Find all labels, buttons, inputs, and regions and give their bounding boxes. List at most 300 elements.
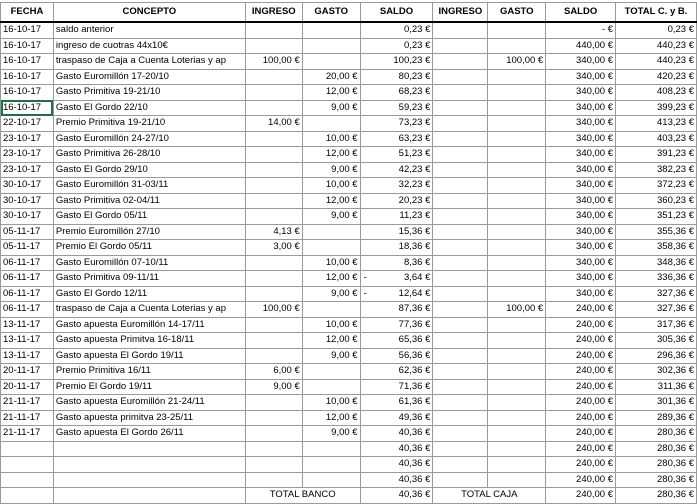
- cell-gasto-banco[interactable]: 9,00 €: [302, 100, 360, 116]
- cell-saldo-caja[interactable]: 240,00 €: [546, 317, 616, 333]
- cell-ingreso-caja[interactable]: [433, 333, 488, 349]
- cell-concepto[interactable]: Gasto Euromillón 07-10/11: [53, 255, 245, 271]
- cell-fecha[interactable]: 13-11-17: [1, 317, 54, 333]
- cell-ingreso-banco[interactable]: [245, 38, 302, 54]
- cell-concepto[interactable]: Premio Primitiva 19-21/10: [53, 116, 245, 132]
- cell-ingreso-banco[interactable]: [245, 22, 302, 38]
- cell-concepto[interactable]: Gasto apuesta El Gordo 26/11: [53, 426, 245, 442]
- cell-saldo-banco[interactable]: 71,36 €: [360, 379, 433, 395]
- cell-saldo-caja[interactable]: 340,00 €: [546, 209, 616, 225]
- cell-saldo-caja[interactable]: 340,00 €: [546, 255, 616, 271]
- cell-ingreso-banco[interactable]: [245, 395, 302, 411]
- cell-total[interactable]: 420,23 €: [616, 69, 697, 85]
- cell-ingreso-banco[interactable]: [245, 426, 302, 442]
- header-ingreso-caja[interactable]: INGRESO: [433, 3, 488, 23]
- cell-fecha[interactable]: 06-11-17: [1, 255, 54, 271]
- cell-total[interactable]: 351,23 €: [616, 209, 697, 225]
- cell-ingreso-caja[interactable]: [433, 364, 488, 380]
- cell-gasto-banco[interactable]: 9,00 €: [302, 209, 360, 225]
- total-banco-value[interactable]: 40,36 €: [360, 488, 433, 504]
- cell-total[interactable]: 336,36 €: [616, 271, 697, 287]
- cell-saldo-banco[interactable]: 42,23 €: [360, 162, 433, 178]
- cell-concepto[interactable]: Premio El Gordo 19/11: [53, 379, 245, 395]
- cell-saldo-banco[interactable]: 18,36 €: [360, 240, 433, 256]
- cell-total[interactable]: 355,36 €: [616, 224, 697, 240]
- cell-total[interactable]: 348,36 €: [616, 255, 697, 271]
- cell-fecha[interactable]: 20-11-17: [1, 364, 54, 380]
- cell-ingreso-banco[interactable]: [245, 147, 302, 163]
- cell-gasto-banco[interactable]: 12,00 €: [302, 193, 360, 209]
- cell-saldo-banco[interactable]: [360, 286, 433, 302]
- cell-concepto[interactable]: Premio Primitiva 16/11: [53, 364, 245, 380]
- cell-fecha[interactable]: 05-11-17: [1, 224, 54, 240]
- cell-fecha[interactable]: 21-11-17: [1, 426, 54, 442]
- cell-total[interactable]: 280,36 €: [616, 441, 697, 457]
- cell-fecha[interactable]: 06-11-17: [1, 302, 54, 318]
- cell-saldo-caja[interactable]: 240,00 €: [546, 364, 616, 380]
- table-row: [1, 426, 697, 442]
- header-saldo-banco[interactable]: SALDO: [360, 3, 433, 23]
- cell-fecha[interactable]: 16-10-17: [1, 38, 54, 54]
- cell-total[interactable]: 399,23 €: [616, 100, 697, 116]
- cell-concepto[interactable]: [53, 441, 245, 457]
- cell-fecha[interactable]: 20-11-17: [1, 379, 54, 395]
- cell-gasto-caja[interactable]: [488, 410, 546, 426]
- cell-gasto-banco[interactable]: 10,00 €: [302, 131, 360, 147]
- cell-gasto-caja[interactable]: [488, 240, 546, 256]
- cell-saldo-banco[interactable]: 8,36 €: [360, 255, 433, 271]
- table-row: [1, 100, 697, 116]
- cell-saldo-caja[interactable]: 340,00 €: [546, 100, 616, 116]
- total-general-value[interactable]: 280,36 €: [616, 488, 697, 504]
- cell-concepto[interactable]: Gasto El Gordo 12/11: [53, 286, 245, 302]
- cell-concepto[interactable]: Gasto El Gordo 22/10: [53, 100, 245, 116]
- cell-gasto-caja[interactable]: [488, 22, 546, 38]
- cell-saldo-banco[interactable]: 20,23 €: [360, 193, 433, 209]
- cell-saldo-banco[interactable]: 40,36 €: [360, 472, 433, 488]
- cell-saldo-banco[interactable]: 0,23 €: [360, 38, 433, 54]
- cell-fecha[interactable]: [1, 457, 54, 473]
- cell-gasto-banco[interactable]: 12,00 €: [302, 85, 360, 101]
- cell-ingreso-banco[interactable]: [245, 209, 302, 225]
- cell-gasto-caja[interactable]: [488, 100, 546, 116]
- cell-concepto[interactable]: Premio El Gordo 05/11: [53, 240, 245, 256]
- cell-total[interactable]: 382,23 €: [616, 162, 697, 178]
- cell-gasto-caja[interactable]: [488, 85, 546, 101]
- cell-concepto[interactable]: traspaso de Caja a Cuenta Loterias y ap: [53, 302, 245, 318]
- cell-saldo-caja[interactable]: 340,00 €: [546, 131, 616, 147]
- cell-total[interactable]: 311,36 €: [616, 379, 697, 395]
- cell-fecha[interactable]: 23-10-17: [1, 147, 54, 163]
- cell-saldo-caja[interactable]: 340,00 €: [546, 162, 616, 178]
- cell-total[interactable]: 360,23 €: [616, 193, 697, 209]
- cell-ingreso-caja[interactable]: [433, 379, 488, 395]
- cell-empty[interactable]: [1, 488, 54, 504]
- cell-gasto-caja[interactable]: [488, 131, 546, 147]
- cell-concepto[interactable]: Gasto Primitiva 09-11/11: [53, 271, 245, 287]
- cell-saldo-banco[interactable]: 87,36 €: [360, 302, 433, 318]
- cell-saldo-banco[interactable]: 49,36 €: [360, 410, 433, 426]
- cell-fecha[interactable]: 16-10-17: [1, 22, 54, 38]
- cell-gasto-banco[interactable]: 9,00 €: [302, 348, 360, 364]
- cell-total[interactable]: 440,23 €: [616, 54, 697, 70]
- cell-total[interactable]: 305,36 €: [616, 333, 697, 349]
- cell-total[interactable]: 301,36 €: [616, 395, 697, 411]
- cell-concepto[interactable]: [53, 472, 245, 488]
- cell-concepto[interactable]: Gasto Euromillón 31-03/11: [53, 178, 245, 194]
- header-total[interactable]: TOTAL C. y B.: [616, 3, 697, 23]
- cell-saldo-caja[interactable]: 340,00 €: [546, 69, 616, 85]
- cell-saldo-caja[interactable]: 240,00 €: [546, 333, 616, 349]
- cell-gasto-caja[interactable]: 100,00 €: [488, 54, 546, 70]
- cell-saldo-banco[interactable]: 11,23 €: [360, 209, 433, 225]
- cell-ingreso-caja[interactable]: [433, 131, 488, 147]
- cell-total[interactable]: 408,23 €: [616, 85, 697, 101]
- cell-saldo-caja[interactable]: - €: [546, 22, 616, 38]
- cell-ingreso-banco[interactable]: [245, 457, 302, 473]
- header-concepto[interactable]: CONCEPTO: [53, 3, 245, 23]
- cell-ingreso-caja[interactable]: [433, 271, 488, 287]
- table-row: [1, 38, 697, 54]
- cell-ingreso-banco[interactable]: [245, 69, 302, 85]
- cell-ingreso-caja[interactable]: [433, 100, 488, 116]
- cell-fecha[interactable]: 30-10-17: [1, 178, 54, 194]
- cell-total[interactable]: 413,23 €: [616, 116, 697, 132]
- cell-gasto-caja[interactable]: [488, 38, 546, 54]
- cell-ingreso-caja[interactable]: [433, 426, 488, 442]
- cell-concepto[interactable]: Gasto Euromillón 24-27/10: [53, 131, 245, 147]
- cell-saldo-banco[interactable]: 59,23 €: [360, 100, 433, 116]
- cell-concepto[interactable]: Gasto apuesta Primitva 16-18/11: [53, 333, 245, 349]
- total-caja-label[interactable]: TOTAL CAJA: [433, 488, 546, 504]
- cell-gasto-banco[interactable]: 9,00 €: [302, 162, 360, 178]
- cell-ingreso-caja[interactable]: [433, 193, 488, 209]
- cell-gasto-caja[interactable]: [488, 178, 546, 194]
- cell-gasto-caja[interactable]: [488, 472, 546, 488]
- cell-gasto-banco[interactable]: 10,00 €: [302, 178, 360, 194]
- cell-ingreso-banco[interactable]: [245, 348, 302, 364]
- total-caja-value[interactable]: 240,00 €: [546, 488, 616, 504]
- cell-ingreso-caja[interactable]: [433, 224, 488, 240]
- cell-gasto-caja[interactable]: [488, 224, 546, 240]
- cell-total[interactable]: 403,23 €: [616, 131, 697, 147]
- cell-ingreso-caja[interactable]: [433, 22, 488, 38]
- cell-gasto-banco[interactable]: [302, 22, 360, 38]
- cell-ingreso-caja[interactable]: [433, 472, 488, 488]
- cell-gasto-caja[interactable]: [488, 333, 546, 349]
- cell-concepto[interactable]: ingreso de cuotras 44x10€: [53, 38, 245, 54]
- cell-ingreso-banco[interactable]: [245, 162, 302, 178]
- cell-total[interactable]: 391,23 €: [616, 147, 697, 163]
- cell-saldo-caja[interactable]: 340,00 €: [546, 271, 616, 287]
- cell-ingreso-caja[interactable]: [433, 69, 488, 85]
- cell-saldo-caja[interactable]: 240,00 €: [546, 441, 616, 457]
- cell-gasto-caja[interactable]: [488, 395, 546, 411]
- cell-total[interactable]: 280,36 €: [616, 457, 697, 473]
- cell-fecha[interactable]: 23-10-17: [1, 162, 54, 178]
- cell-fecha[interactable]: 30-10-17: [1, 193, 54, 209]
- header-gasto-banco[interactable]: GASTO: [302, 3, 360, 23]
- cell-saldo-banco[interactable]: 62,36 €: [360, 364, 433, 380]
- cell-saldo-caja[interactable]: 240,00 €: [546, 472, 616, 488]
- cell-fecha[interactable]: 13-11-17: [1, 333, 54, 349]
- cell-gasto-banco[interactable]: [302, 457, 360, 473]
- cell-saldo-banco[interactable]: 63,23 €: [360, 131, 433, 147]
- cell-fecha[interactable]: 16-10-17: [1, 54, 54, 70]
- cell-ingreso-banco[interactable]: 4,13 €: [245, 224, 302, 240]
- cell-gasto-caja[interactable]: [488, 209, 546, 225]
- cell-fecha[interactable]: [1, 472, 54, 488]
- table-row: [1, 348, 697, 364]
- cell-ingreso-caja[interactable]: [433, 395, 488, 411]
- cell-gasto-caja[interactable]: [488, 162, 546, 178]
- cell-ingreso-caja[interactable]: [433, 162, 488, 178]
- cell-fecha[interactable]: 06-11-17: [1, 286, 54, 302]
- cell-saldo-caja[interactable]: 340,00 €: [546, 193, 616, 209]
- cell-concepto[interactable]: Gasto El Gordo 05/11: [53, 209, 245, 225]
- cell-gasto-caja[interactable]: [488, 147, 546, 163]
- cell-ingreso-banco[interactable]: 3,00 €: [245, 240, 302, 256]
- cell-gasto-caja[interactable]: [488, 69, 546, 85]
- table-row: [1, 364, 697, 380]
- cell-ingreso-banco[interactable]: [245, 193, 302, 209]
- cell-ingreso-banco[interactable]: [245, 85, 302, 101]
- cell-saldo-caja[interactable]: 440,00 €: [546, 38, 616, 54]
- spreadsheet: [0, 2, 697, 504]
- cell-ingreso-banco[interactable]: [245, 317, 302, 333]
- cell-gasto-caja[interactable]: [488, 193, 546, 209]
- cell-saldo-caja[interactable]: 340,00 €: [546, 116, 616, 132]
- header-saldo-caja[interactable]: SALDO: [546, 3, 616, 23]
- cell-fecha[interactable]: 05-11-17: [1, 240, 54, 256]
- cell-gasto-banco[interactable]: 12,00 €: [302, 410, 360, 426]
- cell-saldo-caja[interactable]: 240,00 €: [546, 426, 616, 442]
- cell-saldo-caja[interactable]: 340,00 €: [546, 240, 616, 256]
- cell-total[interactable]: 372,23 €: [616, 178, 697, 194]
- cell-saldo-caja[interactable]: 240,00 €: [546, 302, 616, 318]
- cell-total[interactable]: 289,36 €: [616, 410, 697, 426]
- table-row: [1, 240, 697, 256]
- cell-gasto-caja[interactable]: [488, 116, 546, 132]
- cell-saldo-caja[interactable]: 340,00 €: [546, 178, 616, 194]
- cell-saldo-banco[interactable]: 68,23 €: [360, 85, 433, 101]
- cell-concepto[interactable]: [53, 457, 245, 473]
- cell-ingreso-banco[interactable]: [245, 178, 302, 194]
- cell-gasto-caja[interactable]: 100,00 €: [488, 302, 546, 318]
- cell-saldo-caja[interactable]: 240,00 €: [546, 410, 616, 426]
- table-row: [1, 85, 697, 101]
- cell-ingreso-banco[interactable]: [245, 286, 302, 302]
- cell-gasto-banco[interactable]: [302, 379, 360, 395]
- table-row: [1, 302, 697, 318]
- cell-ingreso-banco[interactable]: [245, 100, 302, 116]
- cell-saldo-banco[interactable]: 61,36 €: [360, 395, 433, 411]
- cell-gasto-banco[interactable]: 12,00 €: [302, 147, 360, 163]
- cell-ingreso-caja[interactable]: [433, 255, 488, 271]
- cell-saldo-banco[interactable]: 80,23 €: [360, 69, 433, 85]
- cell-ingreso-caja[interactable]: [433, 348, 488, 364]
- cell-saldo-banco[interactable]: [360, 271, 433, 287]
- cell-gasto-banco[interactable]: [302, 364, 360, 380]
- cell-saldo-caja[interactable]: 340,00 €: [546, 147, 616, 163]
- cell-total[interactable]: 302,36 €: [616, 364, 697, 380]
- total-banco-label[interactable]: TOTAL BANCO: [245, 488, 360, 504]
- cell-gasto-banco[interactable]: [302, 441, 360, 457]
- cell-ingreso-caja[interactable]: [433, 286, 488, 302]
- cell-saldo-caja[interactable]: 340,00 €: [546, 224, 616, 240]
- cell-total[interactable]: 327,36 €: [616, 286, 697, 302]
- cell-saldo-banco[interactable]: 77,36 €: [360, 317, 433, 333]
- cell-saldo-caja[interactable]: 340,00 €: [546, 286, 616, 302]
- cell-total[interactable]: 440,23 €: [616, 38, 697, 54]
- cell-concepto[interactable]: Gasto Primitiva 19-21/10: [53, 85, 245, 101]
- cell-gasto-banco[interactable]: 12,00 €: [302, 333, 360, 349]
- negative-sign: -: [363, 272, 367, 283]
- cell-ingreso-banco[interactable]: [245, 472, 302, 488]
- cell-ingreso-caja[interactable]: [433, 441, 488, 457]
- cell-gasto-banco[interactable]: 10,00 €: [302, 317, 360, 333]
- cell-fecha[interactable]: 16-10-17: [1, 85, 54, 101]
- cell-concepto[interactable]: Premio Euromillón 27/10: [53, 224, 245, 240]
- cell-fecha[interactable]: 23-10-17: [1, 131, 54, 147]
- cell-concepto[interactable]: saldo anterior: [53, 22, 245, 38]
- cell-gasto-banco[interactable]: [302, 54, 360, 70]
- cell-ingreso-banco[interactable]: 6,00 €: [245, 364, 302, 380]
- cell-ingreso-banco[interactable]: 14,00 €: [245, 116, 302, 132]
- cell-gasto-banco[interactable]: 10,00 €: [302, 255, 360, 271]
- cell-gasto-caja[interactable]: [488, 457, 546, 473]
- cell-gasto-banco[interactable]: 9,00 €: [302, 286, 360, 302]
- cell-saldo-banco[interactable]: 100,23 €: [360, 54, 433, 70]
- cell-gasto-caja[interactable]: [488, 286, 546, 302]
- cell-ingreso-banco[interactable]: 100,00 €: [245, 302, 302, 318]
- cell-total[interactable]: 280,36 €: [616, 472, 697, 488]
- cell-gasto-caja[interactable]: [488, 379, 546, 395]
- cell-gasto-caja[interactable]: [488, 271, 546, 287]
- cell-saldo-caja[interactable]: 340,00 €: [546, 85, 616, 101]
- cell-saldo-banco[interactable]: 73,23 €: [360, 116, 433, 132]
- cell-gasto-banco[interactable]: [302, 224, 360, 240]
- cell-gasto-caja[interactable]: [488, 441, 546, 457]
- cell-ingreso-banco[interactable]: [245, 333, 302, 349]
- cell-gasto-banco[interactable]: [302, 302, 360, 318]
- cell-saldo-caja[interactable]: 240,00 €: [546, 379, 616, 395]
- table-row: [1, 178, 697, 194]
- cell-total[interactable]: 358,36 €: [616, 240, 697, 256]
- cell-concepto[interactable]: Gasto apuesta Euromillón 21-24/11: [53, 395, 245, 411]
- cell-concepto[interactable]: Gasto apuesta primitva 23-25/11: [53, 410, 245, 426]
- cell-saldo-banco[interactable]: 65,36 €: [360, 333, 433, 349]
- cell-concepto[interactable]: Gasto apuesta El Gordo 19/11: [53, 348, 245, 364]
- cell-ingreso-caja[interactable]: [433, 209, 488, 225]
- cell-fecha[interactable]: 21-11-17: [1, 395, 54, 411]
- cell-ingreso-caja[interactable]: [433, 54, 488, 70]
- table-row: [1, 333, 697, 349]
- header-ingreso-banco[interactable]: INGRESO: [245, 3, 302, 23]
- cell-ingreso-caja[interactable]: [433, 302, 488, 318]
- cell-total[interactable]: 317,36 €: [616, 317, 697, 333]
- cell-saldo-banco[interactable]: 32,23 €: [360, 178, 433, 194]
- cell-concepto[interactable]: Gasto Primitiva 26-28/10: [53, 147, 245, 163]
- cell-ingreso-banco[interactable]: [245, 410, 302, 426]
- cell-gasto-banco[interactable]: 20,00 €: [302, 69, 360, 85]
- cell-ingreso-caja[interactable]: [433, 457, 488, 473]
- cell-saldo-banco[interactable]: 51,23 €: [360, 147, 433, 163]
- cell-ingreso-banco[interactable]: [245, 255, 302, 271]
- cell-ingreso-caja[interactable]: [433, 410, 488, 426]
- cell-empty[interactable]: [53, 488, 245, 504]
- cell-gasto-caja[interactable]: [488, 348, 546, 364]
- cell-gasto-banco[interactable]: 10,00 €: [302, 395, 360, 411]
- cell-fecha[interactable]: 13-11-17: [1, 348, 54, 364]
- cell-total[interactable]: 327,36 €: [616, 302, 697, 318]
- cell-ingreso-caja[interactable]: [433, 317, 488, 333]
- cell-ingreso-caja[interactable]: [433, 116, 488, 132]
- cell-fecha[interactable]: [1, 441, 54, 457]
- cell-saldo-banco[interactable]: 40,36 €: [360, 426, 433, 442]
- cell-concepto[interactable]: Gasto El Gordo 29/10: [53, 162, 245, 178]
- header-fecha[interactable]: FECHA: [1, 3, 54, 23]
- cell-ingreso-caja[interactable]: [433, 147, 488, 163]
- cell-ingreso-banco[interactable]: [245, 131, 302, 147]
- cell-concepto[interactable]: Gasto apuesta Euromillón 14-17/11: [53, 317, 245, 333]
- cell-gasto-caja[interactable]: [488, 364, 546, 380]
- cell-saldo-banco[interactable]: 40,36 €: [360, 457, 433, 473]
- cell-saldo-caja[interactable]: 340,00 €: [546, 54, 616, 70]
- cell-gasto-banco[interactable]: [302, 240, 360, 256]
- cell-ingreso-caja[interactable]: [433, 178, 488, 194]
- cell-saldo-banco[interactable]: 15,36 €: [360, 224, 433, 240]
- cell-saldo-banco[interactable]: 56,36 €: [360, 348, 433, 364]
- cell-value: 3,64 €: [403, 272, 431, 284]
- cell-ingreso-caja[interactable]: [433, 85, 488, 101]
- cell-gasto-banco[interactable]: [302, 472, 360, 488]
- cell-fecha[interactable]: 06-11-17: [1, 271, 54, 287]
- cell-ingreso-caja[interactable]: [433, 38, 488, 54]
- cell-concepto[interactable]: Gasto Primitiva 02-04/11: [53, 193, 245, 209]
- cell-gasto-banco[interactable]: [302, 38, 360, 54]
- cell-fecha[interactable]: 16-10-17: [1, 69, 54, 85]
- cell-saldo-caja[interactable]: 240,00 €: [546, 348, 616, 364]
- selected-cell[interactable]: 16-10-17: [1, 100, 54, 116]
- cell-gasto-caja[interactable]: [488, 255, 546, 271]
- cell-saldo-banco[interactable]: 40,36 €: [360, 441, 433, 457]
- cell-fecha[interactable]: 21-11-17: [1, 410, 54, 426]
- cell-fecha[interactable]: 30-10-17: [1, 209, 54, 225]
- cell-ingreso-caja[interactable]: [433, 240, 488, 256]
- cell-total[interactable]: 280,36 €: [616, 426, 697, 442]
- cell-fecha[interactable]: 22-10-17: [1, 116, 54, 132]
- cell-saldo-caja[interactable]: 240,00 €: [546, 395, 616, 411]
- header-gasto-caja[interactable]: GASTO: [488, 3, 546, 23]
- cell-total[interactable]: 0,23 €: [616, 22, 697, 38]
- cell-gasto-banco[interactable]: [302, 116, 360, 132]
- cell-gasto-banco[interactable]: 12,00 €: [302, 271, 360, 287]
- cell-ingreso-banco[interactable]: [245, 271, 302, 287]
- cell-gasto-banco[interactable]: 9,00 €: [302, 426, 360, 442]
- cell-ingreso-banco[interactable]: [245, 441, 302, 457]
- cell-saldo-banco[interactable]: 0,23 €: [360, 22, 433, 38]
- cell-saldo-caja[interactable]: 240,00 €: [546, 457, 616, 473]
- cell-ingreso-banco[interactable]: 9,00 €: [245, 379, 302, 395]
- cell-gasto-caja[interactable]: [488, 317, 546, 333]
- cell-gasto-caja[interactable]: [488, 426, 546, 442]
- cell-concepto[interactable]: traspaso de Caja a Cuenta Loterias y ap: [53, 54, 245, 70]
- cell-concepto[interactable]: Gasto Euromillón 17-20/10: [53, 69, 245, 85]
- table-row: [1, 457, 697, 473]
- cell-ingreso-banco[interactable]: 100,00 €: [245, 54, 302, 70]
- cell-total[interactable]: 296,36 €: [616, 348, 697, 364]
